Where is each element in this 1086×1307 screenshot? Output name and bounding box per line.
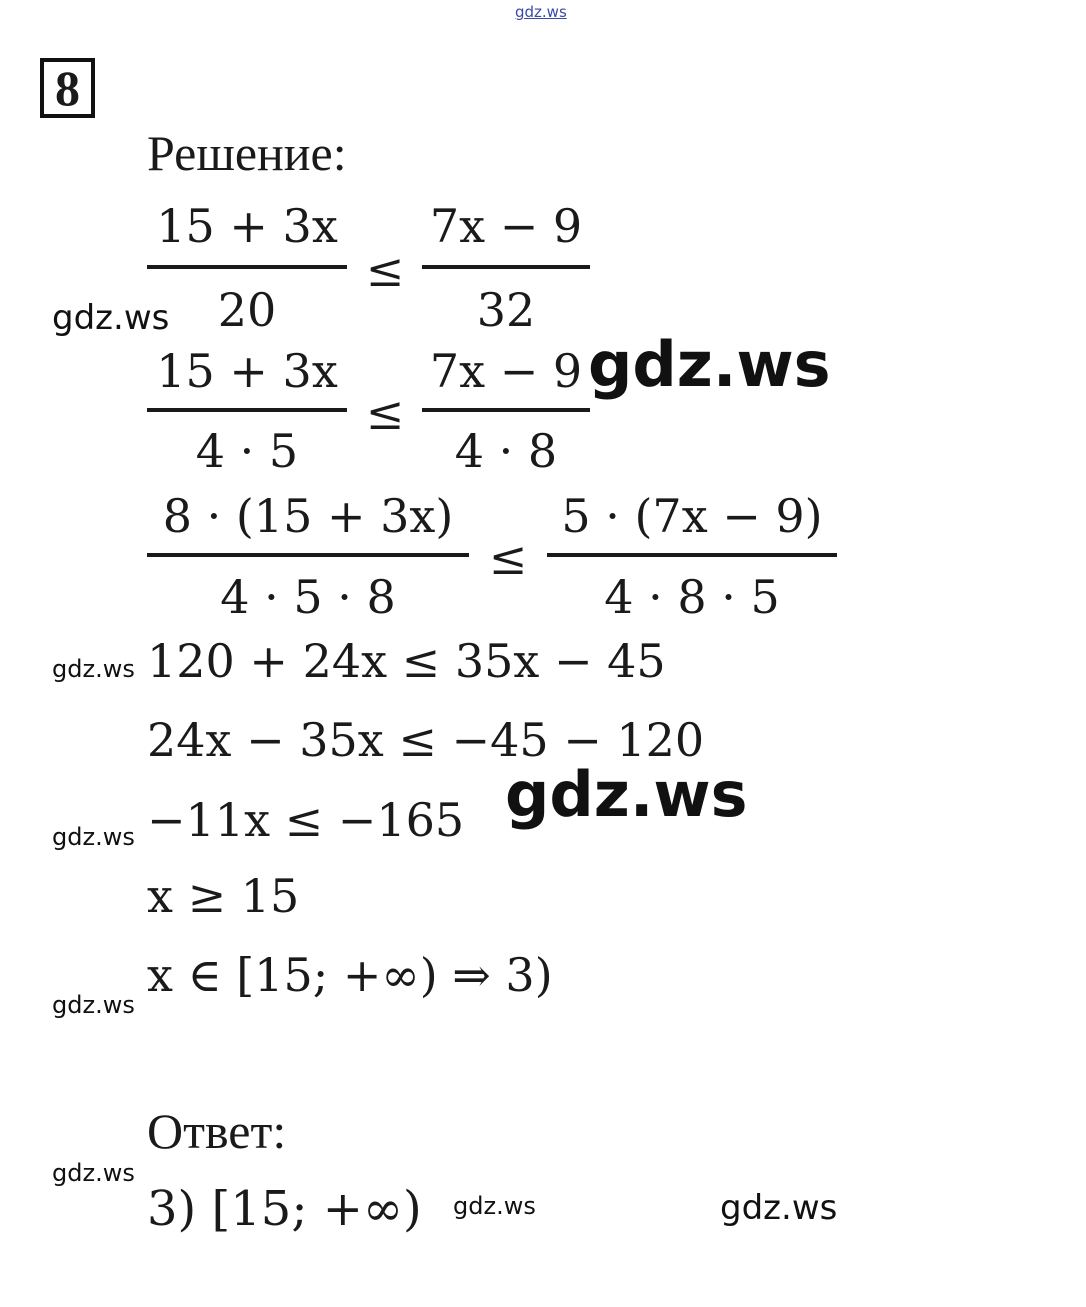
fraction-2-left-denominator: 4 · 5 xyxy=(195,424,299,478)
watermark: gdz.ws xyxy=(52,823,135,851)
fraction-bar xyxy=(547,553,837,557)
fraction-1-left-denominator: 20 xyxy=(217,283,277,337)
answer-value: 3) [15; +∞) xyxy=(147,1181,422,1237)
fraction-3-right-denominator: 4 · 8 · 5 xyxy=(604,570,780,624)
step-line-5: x ∈ [15; +∞) ⇒ 3) xyxy=(147,948,553,1002)
watermark: gdz.ws xyxy=(720,1188,838,1228)
fraction-1-right-numerator: 7x − 9 xyxy=(429,199,583,253)
watermark: gdz.ws xyxy=(52,298,170,338)
fraction-1-left-numerator: 15 + 3x xyxy=(156,199,338,253)
fraction-2-right-denominator: 4 · 8 xyxy=(454,424,558,478)
answer-heading: Ответ: xyxy=(147,1103,287,1159)
watermark: gdz.ws xyxy=(588,328,831,401)
watermark-top: gdz.ws xyxy=(515,3,567,21)
watermark: gdz.ws xyxy=(453,1192,536,1220)
fraction-2-sign: ≤ xyxy=(365,386,405,440)
fraction-1-sign: ≤ xyxy=(365,243,405,297)
fraction-3-left-denominator: 4 · 5 · 8 xyxy=(220,570,396,624)
watermark: gdz.ws xyxy=(52,655,135,683)
fraction-bar xyxy=(147,265,347,269)
watermark: gdz.ws xyxy=(52,1159,135,1187)
fraction-bar xyxy=(422,265,590,269)
step-line-4: x ≥ 15 xyxy=(147,869,300,923)
solution-heading: Решение: xyxy=(147,125,347,181)
fraction-2-left-numerator: 15 + 3x xyxy=(156,344,338,398)
fraction-3-sign: ≤ xyxy=(488,531,528,585)
fraction-bar xyxy=(422,408,590,412)
fraction-1-right-denominator: 32 xyxy=(476,283,536,337)
task-number: 8 xyxy=(40,58,95,118)
fraction-bar xyxy=(147,408,347,412)
fraction-2-right-numerator: 7x − 9 xyxy=(429,344,583,398)
watermark: gdz.ws xyxy=(52,991,135,1019)
watermark: gdz.ws xyxy=(505,758,748,831)
step-line-1: 120 + 24x ≤ 35x − 45 xyxy=(147,634,666,688)
fraction-3-right-numerator: 5 · (7x − 9) xyxy=(561,489,823,543)
step-line-2: 24x − 35x ≤ −45 − 120 xyxy=(147,713,705,767)
step-line-3: −11x ≤ −165 xyxy=(147,793,465,847)
fraction-bar xyxy=(147,553,469,557)
fraction-3-left-numerator: 8 · (15 + 3x) xyxy=(162,489,454,543)
